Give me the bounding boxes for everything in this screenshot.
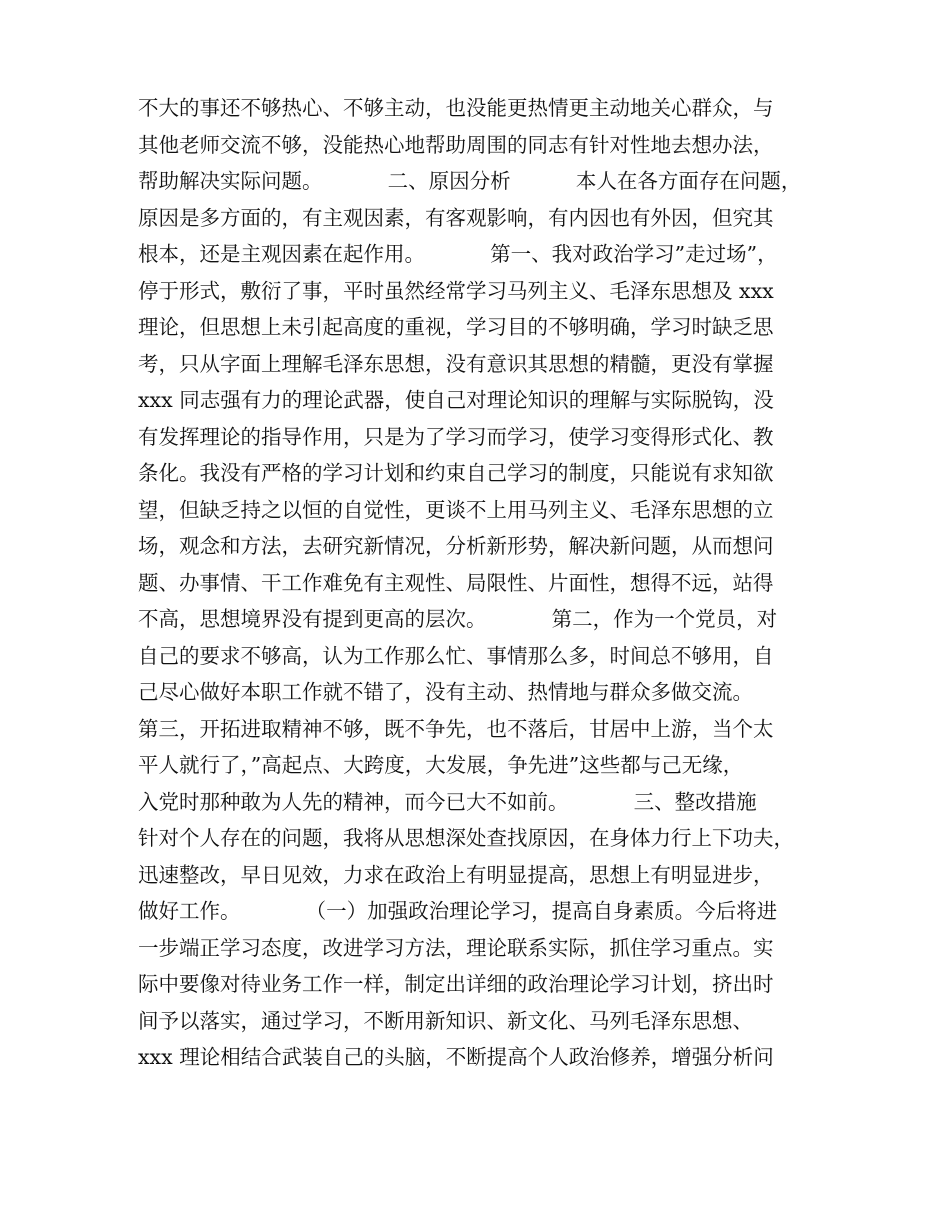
text-line: 一步端正学习态度，改进学习方法，理论联系实际，抓住学习重点。实 [138,935,774,960]
text-line: 针对个人存在的问题，我将从思想深处查找原因，在身体力行上下功夫， [138,826,794,850]
text-line: 第三，开拓进取精神不够，既不争先，也不落后，甘居中上游，当个太 [138,716,774,741]
text-line: 入党时那种敢为人先的精神，而今已大不如前。 三、整改措施 [138,789,757,814]
text-line: 间予以落实，通过学习，不断用新知识、新文化、马列毛泽东思想、 [138,1008,753,1033]
body-text [138,90,838,1076]
text-line: 有发挥理论的指导作用，只是为了学习而学习，使学习变得形式化、教 [138,424,774,449]
text-line: 不高，思想境界没有提到更高的层次。 第二，作为一个党员，对 [138,607,778,631]
text-line: 际中要像对待业务工作一样，制定出详细的政治理论学习计划，挤出时 [138,972,774,996]
text-line: 场，观念和方法，去研究新情况，分析新形势，解决新问题，从而想问 [138,534,774,558]
text-line: 做好工作。 （一）加强政治理论学习，提高自身素质。今后将进 [138,899,778,923]
text-line: 望，但缺乏持之以恒的自觉性，更谈不上用马列主义、毛泽东思想的立 [138,497,774,522]
text-line: 停于形式，敷衍了事，平时虽然经常学习马列主义、毛泽东思想及 xxx [138,278,774,303]
text-line: xxx 同志强有力的理论武器，使自己对理论知识的理解与实际脱钩，没 [138,388,774,412]
text-line: 根本，还是主观因素在起作用。 第一、我对政治学习”走过场”， [138,242,778,266]
text-line: 迅速整改，早日见效，力求在政治上有明显提高，思想上有明显进步， [138,862,774,887]
text-line: 条化。我没有严格的学习计划和约束自己学习的制度，只能说有求知欲 [138,461,774,485]
text-line: 己尽心做好本职工作就不错了，没有主动、热情地与群众多做交流。 [138,680,753,704]
text-line: 帮助解决实际问题。 二、原因分析 本人在各方面存在问题， [138,169,802,193]
text-line: 考，只从字面上理解毛泽东思想，没有意识其思想的精髓，更没有掌握 [138,351,774,376]
text-line: 平人就行了，”高起点、大跨度，大发展，争先进”这些都与己无缘， [138,753,744,777]
text-line: 其他老师交流不够，没能热心地帮助周围的同志有针对性地去想办法， [138,132,774,157]
text-line: 不大的事还不够热心、不够主动，也没能更热情更主动地关心群众，与 [138,96,774,120]
text-line: 题、办事情、干工作难免有主观性、局限性、片面性，想得不远，站得 [138,570,774,595]
text-line: 原因是多方面的，有主观因素，有客观影响，有内因也有外因，但究其 [138,205,774,230]
text-line: 自己的要求不够高，认为工作那么忙、事情那么多，时间总不够用，自 [138,643,774,668]
text-line: 理论，但思想上未引起高度的重视，学习目的不够明确，学习时缺乏思 [138,315,774,339]
text-line: xxx 理论相结合武装自己的头脑，不断提高个人政治修养，增强分析问 [138,1045,774,1069]
